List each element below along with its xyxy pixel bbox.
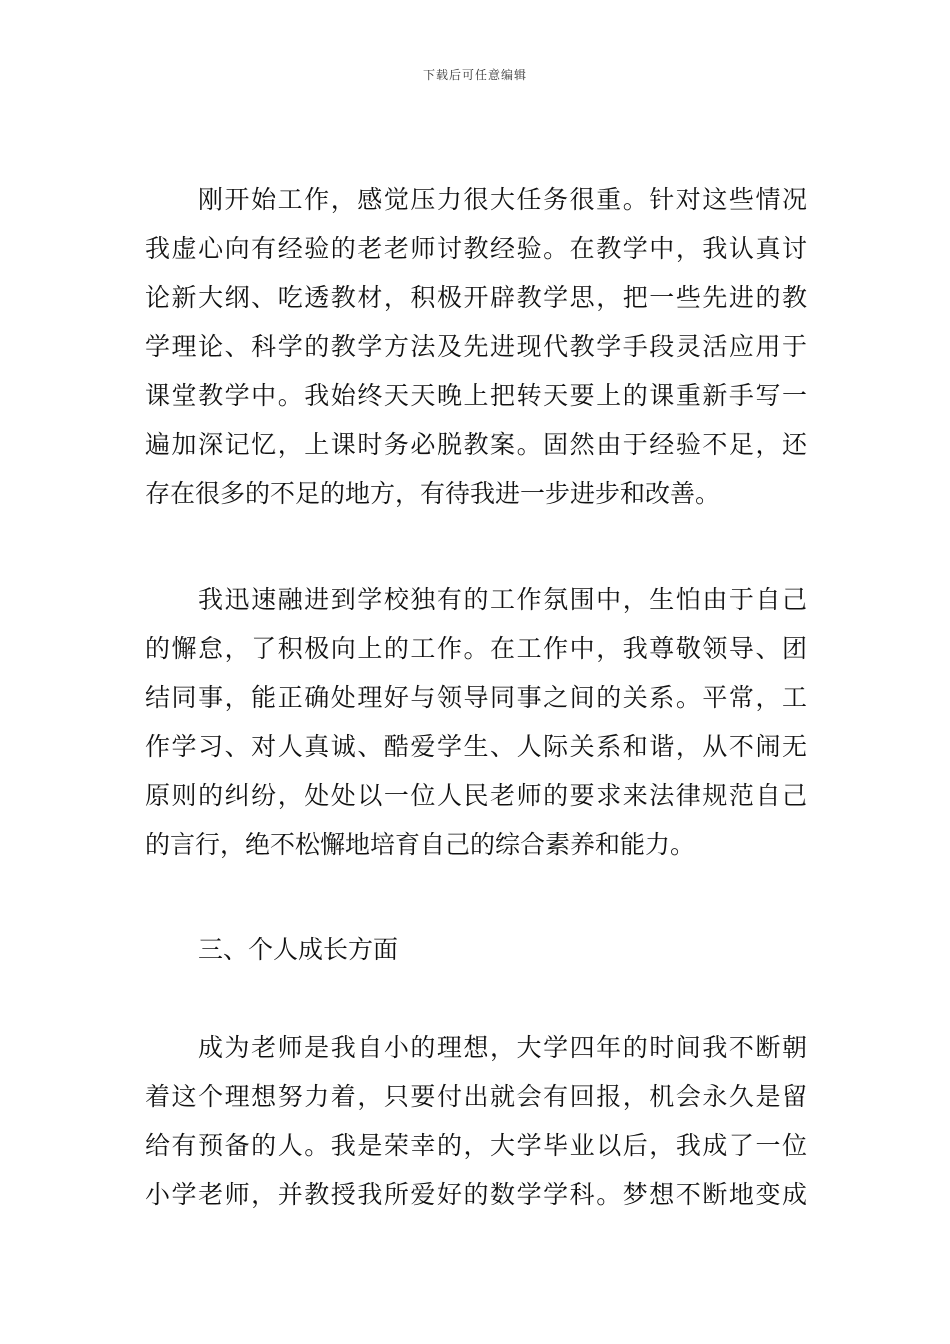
- paragraph-work-attitude: [145, 575, 807, 869]
- paragraph-teaching-experience: [145, 175, 807, 518]
- text-line: 存在很多的不足的地方，有待我进一步进步和改善。: [145, 479, 721, 508]
- section-heading: [145, 925, 807, 974]
- paragraph-personal-growth: [145, 1023, 807, 1219]
- text-line: 作学习、对人真诚、酷爱学生、人际关系和谐，从不闹无: [145, 732, 807, 761]
- text-line: 结同事，能正确处理好与领导同事之间的关系。平常，工: [145, 683, 807, 712]
- section-heading-text: 三、个人成长方面: [198, 935, 399, 964]
- text-line: 着这个理想努力着，只要付出就会有回报，机会永久是留: [145, 1082, 807, 1111]
- text-line: 小学老师，并教授我所爱好的数学学科。梦想不断地变成: [145, 1180, 807, 1209]
- text-line: 我迅速融进到学校独有的工作氛围中，生怕由于自己: [198, 585, 807, 614]
- text-line: 原则的纠纷，处处以一位人民老师的要求来法律规范自己: [145, 781, 807, 810]
- text-line: 课堂教学中。我始终天天晚上把转天要上的课重新手写一: [145, 381, 807, 410]
- text-line: 遍加深记忆，上课时务必脱教案。固然由于经验不足，还: [145, 430, 807, 459]
- text-line: 给有预备的人。我是荣幸的，大学毕业以后，我成了一位: [145, 1131, 807, 1160]
- text-line: 的言行，绝不松懈地培育自己的综合素养和能力。: [145, 830, 696, 859]
- text-line: 论新大纲、吃透教材，积极开辟教学思，把一些先进的教: [145, 283, 807, 312]
- text-line: 的懈怠，了积极向上的工作。在工作中，我尊敬领导、团: [145, 634, 807, 663]
- header-note: 下载后可任意编辑: [422, 68, 527, 82]
- text-line: 刚开始工作，感觉压力很大任务很重。针对这些情况: [198, 185, 807, 214]
- text-line: 成为老师是我自小的理想，大学四年的时间我不断朝: [198, 1033, 807, 1062]
- text-line: 学理论、科学的教学方法及先进现代教学手段灵活应用于: [145, 332, 807, 361]
- text-line: 我虚心向有经验的老老师讨教经验。在教学中，我认真讨: [145, 234, 807, 263]
